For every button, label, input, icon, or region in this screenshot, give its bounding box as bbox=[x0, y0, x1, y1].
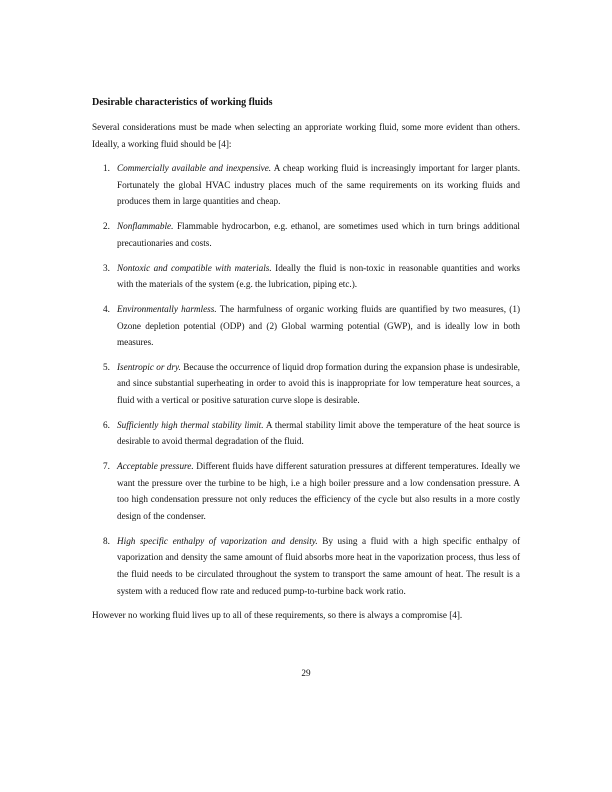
item-number: 2. bbox=[103, 221, 110, 232]
list-item bbox=[92, 533, 520, 599]
item-text: Flammable hydrocarbon, e.g. ethanol, are sometimes used which in turn brings additional precautionaries and costs. bbox=[117, 221, 520, 248]
item-number: 3. bbox=[103, 262, 110, 273]
section-heading: Desirable characteristics of working fluids bbox=[92, 97, 273, 108]
list-item bbox=[92, 301, 520, 351]
list-item bbox=[92, 458, 520, 524]
item-text: The harmfulness of organic working fluids are quantified by two measures, (1) Ozone depletion potential (ODP) and (2) Global warming potential (GWP), and is ideally low in both measures. bbox=[117, 303, 521, 348]
item-text: Ideally the fluid is non-toxic in reasonable quantities and works with the materials of the system (e.g. the lubrication, piping etc.). bbox=[117, 262, 521, 290]
item-text: Because the occurrence of liquid drop formation during the expansion phase is undesirable, and since substantial superheating in order to avoid this is inappropriate for low temperature heat sources, a fluid with a vertical or positive saturation curve slope is desirable. bbox=[117, 361, 520, 406]
characteristics-list bbox=[92, 160, 520, 599]
list-item bbox=[92, 417, 520, 450]
item-number: 7. bbox=[103, 461, 110, 472]
closing-paragraph: However no working fluid lives up to all of these requirements, so there is always a compromise [4]. bbox=[92, 609, 463, 620]
item-term: Commercially available and inexpensive. bbox=[117, 163, 272, 174]
page-number: 29 bbox=[301, 668, 311, 678]
item-term: Environmentally harmless. bbox=[117, 303, 217, 314]
list-item bbox=[92, 160, 520, 210]
item-number: 1. bbox=[103, 163, 110, 174]
list-item bbox=[92, 359, 520, 409]
item-number: 5. bbox=[103, 361, 110, 372]
item-text: By using a fluid with a high specific enthalpy of vaporization and density the same amount of fluid absorbs more heat in the vaporization process, thus less of the fluid needs to be circulated throughout the system to transport the same amount of heat. The result is a system with a reduced flow rate and reduced pump-to-turbine back work ratio. bbox=[117, 535, 520, 596]
intro-paragraph: Several considerations must be made when selecting an approriate working fluid, some more evident than others. Ideally, a working fluid should be [4]: bbox=[92, 122, 520, 149]
item-number: 6. bbox=[103, 419, 110, 430]
item-term: Acceptable pressure. bbox=[117, 461, 194, 472]
list-item bbox=[92, 218, 520, 251]
item-term: Isentropic or dry. bbox=[117, 361, 181, 372]
list-item bbox=[92, 260, 520, 293]
item-term: Nontoxic and compatible with materials. bbox=[117, 262, 272, 273]
page-content bbox=[92, 96, 520, 623]
item-term: Nonflammable. bbox=[117, 221, 174, 232]
item-text: A cheap working fluid is increasingly important for larger plants. Fortunately the global HVAC industry places much of the same requirements on its working fluids and produces them in large quantities and cheap. bbox=[117, 163, 520, 207]
item-number: 4. bbox=[103, 303, 110, 314]
item-number: 8. bbox=[103, 535, 110, 546]
item-text: Different fluids have different saturation pressures at different temperatures. Ideally we want the pressure over the turbine to be high, i.e a high boiler pressure and a low condensation pressure. A too high condensation pressure not only reduces the efficiency of the cycle but also results in a more costly design of the condenser. bbox=[117, 461, 520, 521]
item-text: A thermal stability limit above the temperature of the heat source is desirable to avoid thermal degradation of the fluid. bbox=[117, 419, 520, 447]
item-term: High specific enthalpy of vaporization and density. bbox=[117, 535, 318, 546]
item-term: Sufficiently high thermal stability limit. bbox=[117, 419, 264, 430]
